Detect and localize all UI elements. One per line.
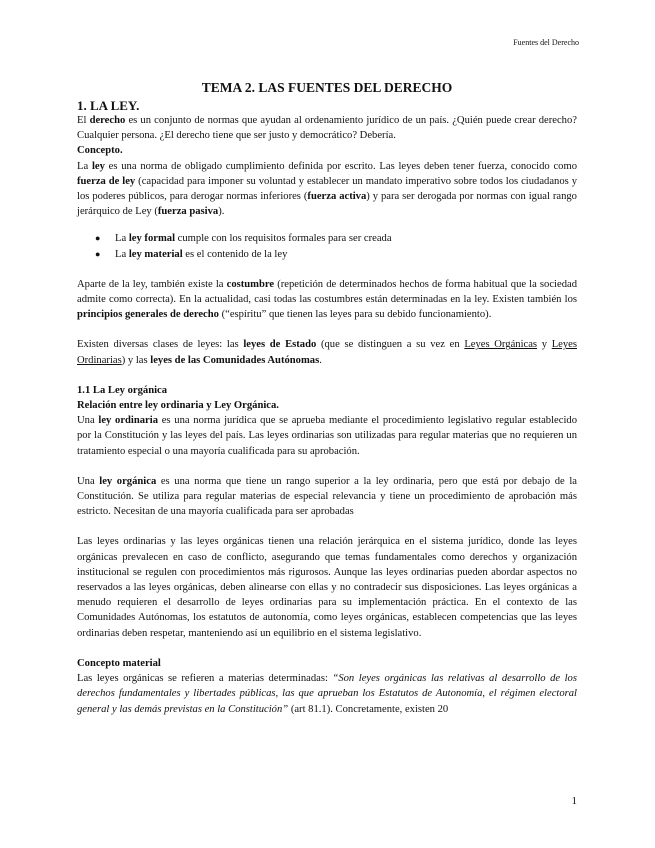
running-header: Fuentes del Derecho	[513, 38, 579, 47]
section-heading-la-ley: 1. LA LEY.	[77, 98, 140, 113]
document-title: TEMA 2. LAS FUENTES DEL DERECHO	[201, 80, 453, 95]
concepto-paragraph: La ley es una norma de obligado cumplimiento definida por escrito. Las leyes deben tener fuerza, conocido como fuerza de ley (capacidad para imponer su voluntad y establecer un mandato imperativo sobre todos los ciudadanos y los poderes públicos, para derogar normas inferiores (fuerza activa) y para ser derogada por normas con igual rango jerárquico de Ley (fuerza pasiva).	[77, 160, 577, 218]
bullet-icon: ●	[95, 248, 101, 259]
clases-paragraph: Existen diversas clases de leyes: las leyes de Estado (que se distinguen a su vez en Leyes Orgánicas y Leyes Ordinarias) y las leyes de las Comunidades Autónomas.	[77, 339, 577, 366]
ordinaria-paragraph: Una ley ordinaria es una norma jurídica que se aprueba mediante el procedimiento legislativo regular establecido por la Constitución y las leyes del país. Las leyes ordinarias son utilizadas para regular materias que no requieren un tratamiento especial o una mayoría cualificada para su aprobación.	[77, 415, 577, 457]
list-item: ● La ley material es el contenido de la ley	[115, 247, 577, 262]
list-item: ● La ley formal cumple con los requisitos formales para ser creada	[115, 231, 577, 246]
ley-bullet-list	[77, 231, 577, 261]
link-leyes-organicas[interactable]: Leyes Orgánicas	[464, 339, 538, 351]
organica-paragraph: Una ley orgánica es una norma que tiene un rango superior a la ley ordinaria, pero que está por debajo de la Constitución. Se utiliza para regular materias de especial relevancia y tiene un procedimiento de aprobación más estricto. Necesitan de una mayoría cualificada para ser aprobadas	[77, 475, 577, 518]
term-derecho: derecho	[89, 115, 126, 126]
costumbre-paragraph: Aparte de la ley, también existe la costumbre (repetición de determinados hechos de forma habitual que la sociedad admite como correcta). En la actualidad, casi todas las costumbres están determinadas en la ley. Existen también los principios generales de derecho (“espíritu” que tienen las leyes para su debido funcionamiento).	[77, 278, 577, 321]
link-leyes-ordinarias[interactable]: Leyes Ordinarias	[77, 339, 577, 366]
page-number: 1	[571, 795, 577, 807]
section-heading-ley-organica: 1.1 La Ley orgánica	[77, 384, 168, 396]
quotation-art-81: “Son leyes orgánicas las relativas al desarrollo de los derechos fundamentales y libertades públicas, las que aprueban los Estatutos de Autonomía, el régimen electoral general y las demás previstas en la Constitución”	[77, 673, 577, 715]
bullet-icon: ●	[95, 233, 101, 244]
concepto-material-heading: Concepto material	[77, 657, 161, 669]
relacion-paragraph: Las leyes ordinarias y las leyes orgánicas tienen una relación jerárquica en el sistema jurídico, donde las leyes orgánicas prevalecen en caso de conflicto, asegurando que temas fundamentales como derechos y organización institucional se regulen con procedimientos más rigurosos. Aunque las leyes ordinarias pueden abordar aspectos no reservados a las leyes orgánicas, deben alinearse con ellas y no contradecir sus disposiciones. Las leyes orgánicas a menudo requieren el desarrollo de leyes ordinarias para su implementación práctica. En el contexto de las Comunidades Autónomas, los estatutos de autonomía, como leyes orgánicas, establecen competencias que las leyes ordinarias deben respetar, manteniendo así un equilibrio en el sistema legislativo.	[77, 536, 577, 639]
subheading-relacion: Relación entre ley ordinaria y Ley Orgánica.	[77, 400, 279, 412]
page-content	[77, 80, 577, 717]
concepto-heading: Concepto.	[77, 145, 123, 157]
intro-paragraph: El derecho es un conjunto de normas que ayudan al ordenamiento jurídico de un país. ¿Quién puede crear derecho? Cualquier persona. ¿El derecho tiene que ser justo y democrático? Debería.	[77, 115, 577, 142]
concepto-material-paragraph: Las leyes orgánicas se refieren a materias determinadas: “Son leyes orgánicas las relativas al desarrollo de los derechos fundamentales y libertades públicas, las que aprueban los Estatutos de Autonomía, el régimen electoral general y las demás previstas en la Constitución” (art 81.1). Concretamente, existen 20	[77, 673, 577, 715]
